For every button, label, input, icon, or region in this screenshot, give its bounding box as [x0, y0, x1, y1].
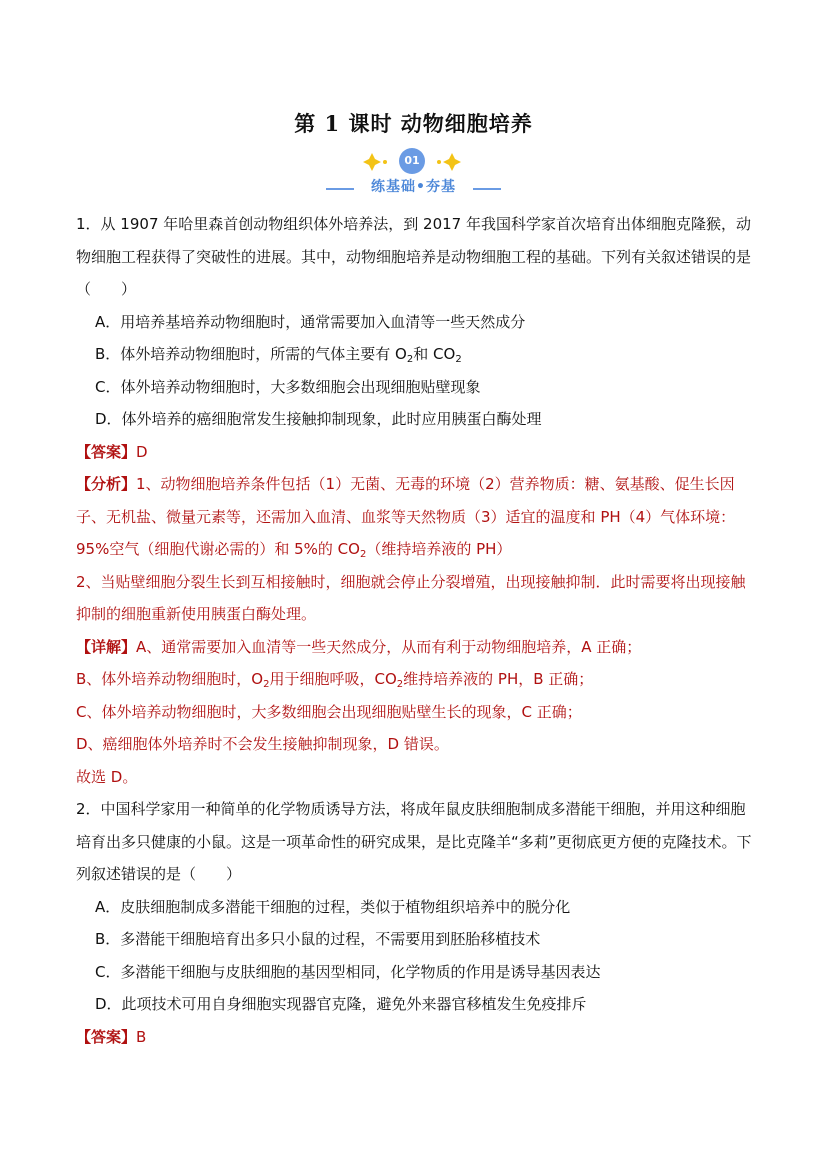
q2-answer: 【答案】B: [76, 1027, 147, 1046]
question-content: [76, 208, 756, 1053]
badge-number: 01: [404, 154, 420, 167]
q2-option-d: D．此项技术可用自身细胞实现器官克隆，避免外来器官移植发生免疫排斥: [95, 995, 587, 1013]
q1-detail-d: D、癌细胞体外培养时不会发生接触抑制现象，D 错误。: [76, 735, 449, 753]
sparkle-right-icon: [443, 153, 461, 171]
q2-option-c: C．多潜能干细胞与皮肤细胞的基因型相同，化学物质的作用是诱导基因表达: [95, 962, 601, 981]
q2-stem: 2．中国科学家用一种简单的化学物质诱导方法，将成年鼠皮肤细胞制成多潜能干细胞，并用这种细胞培育出多只健康的小鼠。这是一项革命性的研究成果，是比克隆羊“多莉”更彻底更方便的克隆技术。下列叙述错误的是（ ）: [76, 800, 752, 883]
q2-option-a: A．皮肤细胞制成多潜能干细胞的过程，类似于植物组织培养中的脱分化: [95, 897, 571, 916]
q1-answer: 【答案】D: [76, 442, 148, 461]
q1-option-a: A．用培养基培养动物细胞时，通常需要加入血清等一些天然成分: [95, 312, 526, 331]
sparkle-left-icon: [363, 153, 381, 171]
q1-detail-a: 【详解】A、通常需要加入血清等一些天然成分，从而有利于动物细胞培养，A 正确；: [76, 637, 642, 656]
q1-option-b: B．体外培养动物细胞时，所需的气体主要有 $O_2$和 $CO_2$: [95, 345, 462, 365]
q2-option-b: B．多潜能干细胞培育出多只小鼠的过程，不需要用到胚胎移植技术: [95, 930, 541, 948]
lesson-title: 第 1 课时 动物细胞培养: [294, 111, 533, 136]
badge-label: 练基础•夯基: [371, 179, 456, 195]
q1-stem: 1．从 1907 年哈里森首创动物组织体外培养法，到 2017 年我国科学家首次培育出体细胞克隆猴，动物细胞工程获得了突破性的进展。其中，动物细胞培养是动物细胞工程的基础。下列有关叙述错误的是（ ）: [76, 215, 752, 298]
q1-conclusion: 故选 D。: [76, 767, 138, 786]
q1-analysis-1: 【分析】1、动物细胞培养条件包括（1）无菌、无毒的环境（2）营养物质：糖、氨基酸、促生长因子、无机盐、微量元素等，还需加入血清、血浆等天然物质（3）适宜的温度和 PH（4）气体环境：95%空气（细胞代谢必需的）和 5%的 $CO_2$（维持培养液的 PH）: [76, 475, 736, 560]
q1-detail-b: B、体外培养动物细胞时，$O_2$用于细胞呼吸，$CO_2$维持培养液的 PH，B 正确；: [76, 670, 594, 690]
section-badge: [0, 146, 827, 200]
q1-analysis-2: 2、当贴壁细胞分裂生长到互相接触时，细胞就会停止分裂增殖，出现接触抑制．此时需要将出现接触抑制的细胞重新使用胰蛋白酶处理。: [76, 572, 746, 623]
q1-option-d: D．体外培养的癌细胞常发生接触抑制现象，此时应用胰蛋白酶处理: [95, 410, 542, 428]
q1-detail-c: C、体外培养动物细胞时，大多数细胞会出现细胞贴壁生长的现象，C 正确；: [76, 702, 582, 721]
q1-option-c: C．体外培养动物细胞时，大多数细胞会出现细胞贴壁现象: [95, 377, 481, 396]
